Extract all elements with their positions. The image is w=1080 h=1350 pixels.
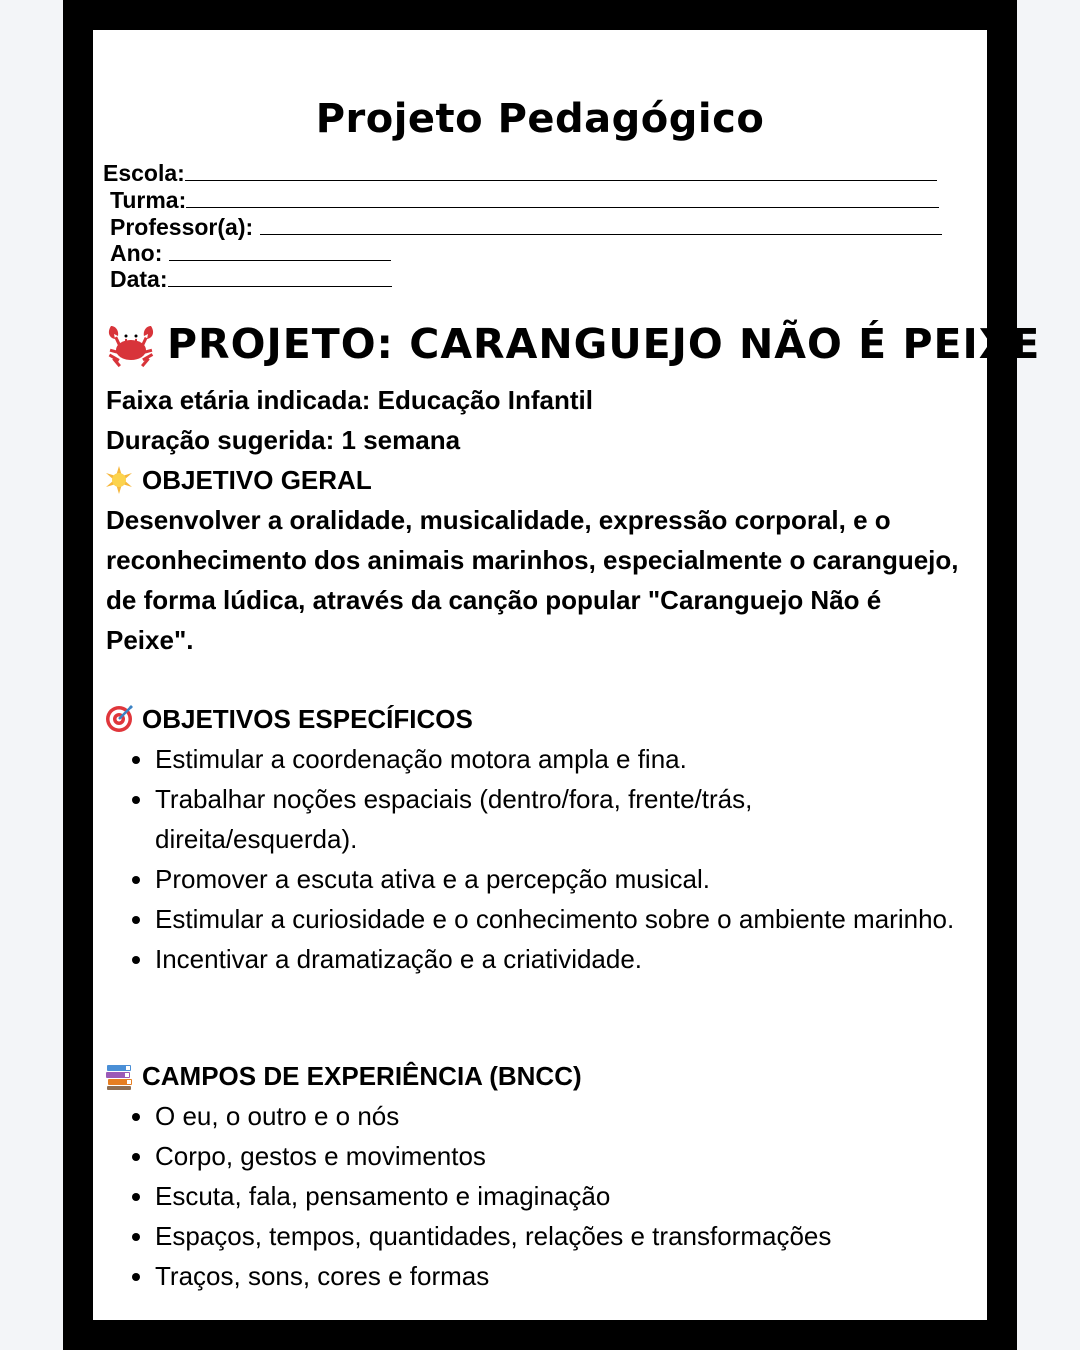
list-item: Incentivar a dramatização e a criatividade. — [93, 939, 953, 979]
field-label-data: Data: — [110, 266, 168, 292]
field-professor — [110, 214, 942, 240]
crab-icon — [105, 320, 157, 368]
section-objetivo-geral-heading — [104, 460, 372, 500]
list-item: Promover a escuta ativa e a percepção musical. — [93, 859, 953, 899]
field-line-ano — [169, 240, 391, 261]
books-icon — [104, 1061, 134, 1091]
document-title: Projeto Pedagógico — [315, 96, 765, 142]
list-item: Corpo, gestos e movimentos — [93, 1136, 953, 1176]
list-item: Espaços, tempos, quantidades, relações e transformações — [93, 1216, 953, 1256]
list-item: Estimular a curiosidade e o conhecimento sobre o ambiente marinho. — [93, 899, 955, 939]
target-icon — [104, 704, 134, 734]
field-label-professor: Professor(a): — [110, 214, 260, 240]
field-line-professor — [260, 214, 942, 235]
project-title — [105, 320, 1040, 368]
list-item: Trabalhar noções espaciais (dentro/fora, frente/trás, direita/esquerda). — [93, 779, 855, 859]
field-ano — [110, 240, 391, 266]
field-label-turma: Turma: — [110, 187, 187, 213]
field-label-ano: Ano: — [110, 240, 169, 266]
objetivo-geral-heading-text: OBJETIVO GERAL — [142, 465, 372, 495]
field-turma — [110, 187, 939, 213]
field-line-escola — [185, 160, 937, 181]
field-escola — [103, 160, 937, 186]
objetivo-geral-text: Desenvolver a oralidade, musicalidade, expressão corporal, e o reconhecimento dos animais marinhos, especialmente o caranguejo, de forma lúdica, através da canção popular "Caranguejo Não é Peixe". — [106, 505, 959, 655]
list-item: Escuta, fala, pensamento e imaginação — [93, 1176, 953, 1216]
list-item: Estimular a coordenação motora ampla e fina. — [93, 739, 953, 779]
objetivos-especificos-heading-text: OBJETIVOS ESPECÍFICOS — [142, 704, 473, 734]
section-objetivos-especificos-heading — [104, 699, 473, 739]
campos-heading-text: CAMPOS DE EXPERIÊNCIA (BNCC) — [142, 1061, 582, 1091]
list-item: O eu, o outro e o nós — [93, 1096, 953, 1136]
age-range: Faixa etária indicada: Educação Infantil — [106, 385, 593, 415]
field-line-turma — [186, 187, 939, 208]
field-data — [110, 266, 392, 292]
section-campos-heading — [104, 1056, 582, 1096]
field-label-escola: Escola: — [103, 160, 185, 186]
field-line-data — [168, 266, 392, 287]
list-item: Traços, sons, cores e formas — [93, 1256, 953, 1296]
duration: Duração sugerida: 1 semana — [106, 425, 461, 455]
objetivos-especificos-list — [93, 739, 953, 979]
document-page — [93, 30, 1041, 1320]
project-title-text: PROJETO: CARANGUEJO NÃO É PEIXE — [167, 320, 1041, 368]
star-icon — [104, 465, 134, 495]
campos-list — [93, 1096, 953, 1296]
